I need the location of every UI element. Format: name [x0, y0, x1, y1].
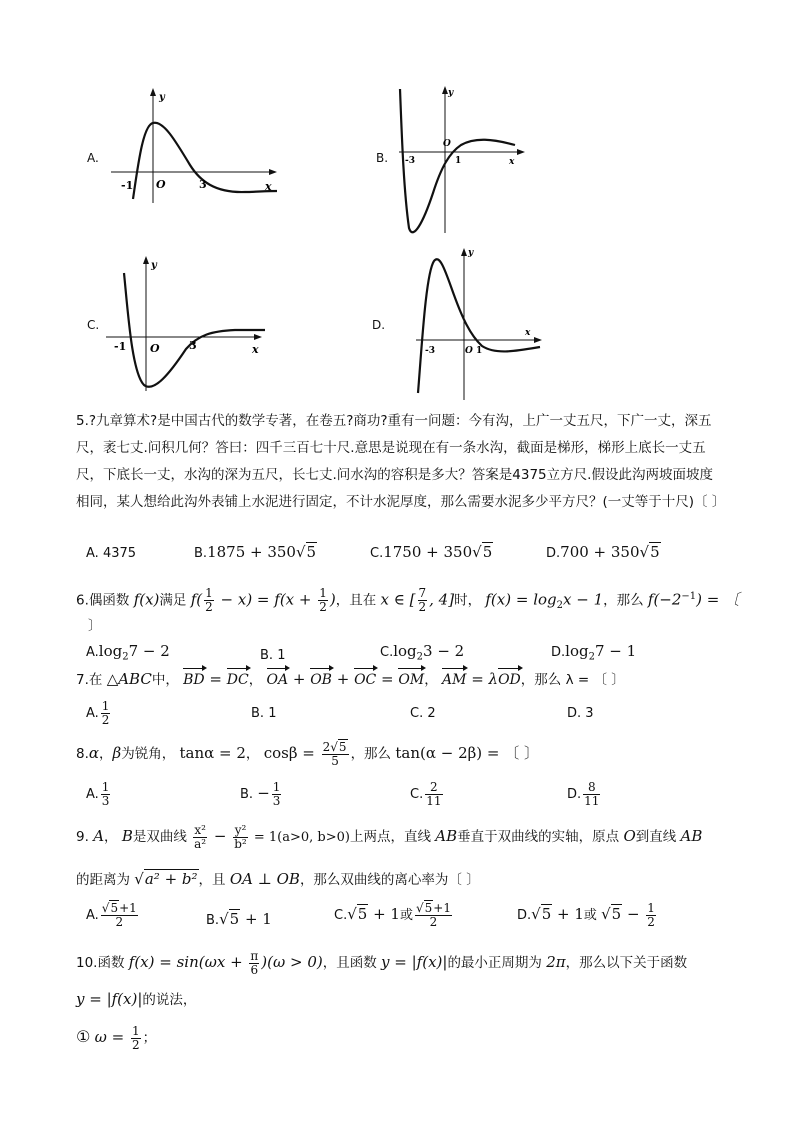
graph-c-label: C. [87, 318, 100, 332]
graph-a [105, 85, 285, 205]
q6-stem: 6.偶函数 f(x)满足 f( $\frac{1}{2}$ − x) = f(x + $\frac{1}{2}$ )，且在 x ∈ [ $\frac{7}{2}$ , 4]时， $f(x) = \log_2x - 1$，那么 $f(-2^{-1})$ = 〔 [76, 586, 740, 614]
q6-option-a: $A.\log_27 - 2$ [86, 642, 170, 663]
q5-option-a: A. 4375 [86, 546, 137, 561]
graph-d-x: x [525, 328, 531, 338]
q7-option-b: B. 1 [251, 706, 277, 721]
graph-b-y: y [448, 88, 454, 98]
graph-b-label: B. [376, 151, 389, 165]
q5-option-d: D.700 + 350√5 [546, 543, 660, 561]
graph-b-tick-left: -3 [405, 156, 415, 166]
graph-b-tick-right: 1 [455, 156, 462, 166]
graph-b-x: x [509, 157, 515, 167]
q8-option-d: D. $\frac{8}{11}$ [567, 780, 600, 808]
q6-option-d: $D.\log_27 - 1$ [551, 642, 637, 663]
q10-line2: y = |f(x)|的说法， [76, 990, 197, 1008]
graph-c-tick-right: 3 [189, 339, 197, 352]
q8-stem: 8.α，β为锐角， tanα = 2， cosβ = $\frac{2√5}{5}$ ，那么 tan(α − 2β) = 〔 〕 [76, 739, 540, 768]
graph-d-tick-left: -3 [425, 346, 435, 356]
q7-option-c: C. 2 [410, 706, 436, 721]
q5-option-b: B.1875 + 350√5 [194, 543, 317, 561]
q8-option-c: C. $\frac{2}{11}$ [410, 780, 442, 808]
q10-item-1: ① ω = $\frac{1}{2}$ ； [76, 1023, 157, 1052]
q6-option-b: B. 1 [260, 648, 286, 663]
q8-option-a: A. $\frac{1}{3}$ [86, 780, 110, 808]
q9-line1: 9. A， B是双曲线 $\frac{\text{x²}}{\text{a²}}$ − $\frac{\text{y²}}{\text{b²}}$ = 1(a>0, b>0)上两点，直线 AB垂直于双曲线的实轴，原点 O到直线 AB [76, 822, 703, 851]
graph-a-label: A. [87, 151, 99, 165]
graph-c-x: x [252, 343, 259, 356]
graph-b-origin: O [443, 139, 451, 149]
q7-stem: 7.在 △ABC中， BD = DC， OA + OB + OC = OM， AM = λOD，那么 λ = 〔 〕 [76, 666, 625, 694]
graph-c-tick-left: -1 [114, 340, 127, 353]
q9-option-b: B.√5 + 1 [206, 910, 272, 928]
q8-option-b: B. − $\frac{1}{3}$ [240, 780, 281, 808]
q5-option-c: C.1750 + 350√5 [370, 543, 493, 561]
graph-d-origin: O [465, 346, 473, 356]
graph-a-tick-right: 3 [199, 178, 207, 191]
q9-line2: 的距离为 √a² + b²，且 OA ⊥ OB，那么双曲线的离心率为〔 〕 [76, 870, 480, 888]
graph-d-label: D. [372, 318, 386, 332]
graph-b [395, 83, 525, 235]
q6-option-c: $C.\log_23 - 2$ [380, 642, 465, 663]
q10-line1: 10.函数 f(x) = sin(ωx + $\frac{\pi}{6}$ )(ω > 0)，且函数 y = |f(x)|的最小正周期为 2π，那么以下关于函数 [76, 948, 688, 977]
graph-a-tick-left: -1 [121, 179, 134, 192]
graph-c-origin: O [150, 342, 160, 355]
graph-a-y: y [159, 92, 165, 103]
q7-option-a: A. $\frac{1}{2}$ [86, 699, 110, 727]
graph-d-tick-right: 1 [476, 346, 483, 356]
graph-a-x: x [265, 180, 272, 193]
graph-c-y: y [151, 260, 157, 271]
q9-option-a: A. $\frac{√5+1}{2}$ [86, 901, 137, 929]
q6-close: 〕 [88, 618, 102, 634]
graph-d-y: y [468, 248, 474, 258]
graph-a-origin: O [156, 178, 166, 191]
graph-d [412, 243, 544, 401]
q9-option-c: C.√5 + 1或 $\frac{√5+1}{2}$ [334, 901, 451, 929]
q9-option-d: D.√5 + 1或 √5 − $\frac{1}{2}$ [517, 901, 655, 929]
q7-option-d: D. 3 [567, 706, 594, 721]
q5-text: 5.?九章算术?是中国古代的数学专著，在卷五?商功?重有一问题：今有沟，上广一丈五尺，下广一丈，深五尺，袤七丈.问积几何？答曰：四千三百七十尺.意思是说现在有一条水沟，截面是梯形，梯形上底长一丈五尺，下底长一丈，水沟的深为五尺，长七丈.问水沟的容积是多大？答案是4375立方尺.假设此沟两坡面坡度相同，某人想给此沟外表铺上水泥进行固定，不计水泥厚度，那么需要水泥多少平方尺？(一丈等于十尺)〔 〕 [76, 413, 726, 510]
graph-c [100, 253, 270, 393]
